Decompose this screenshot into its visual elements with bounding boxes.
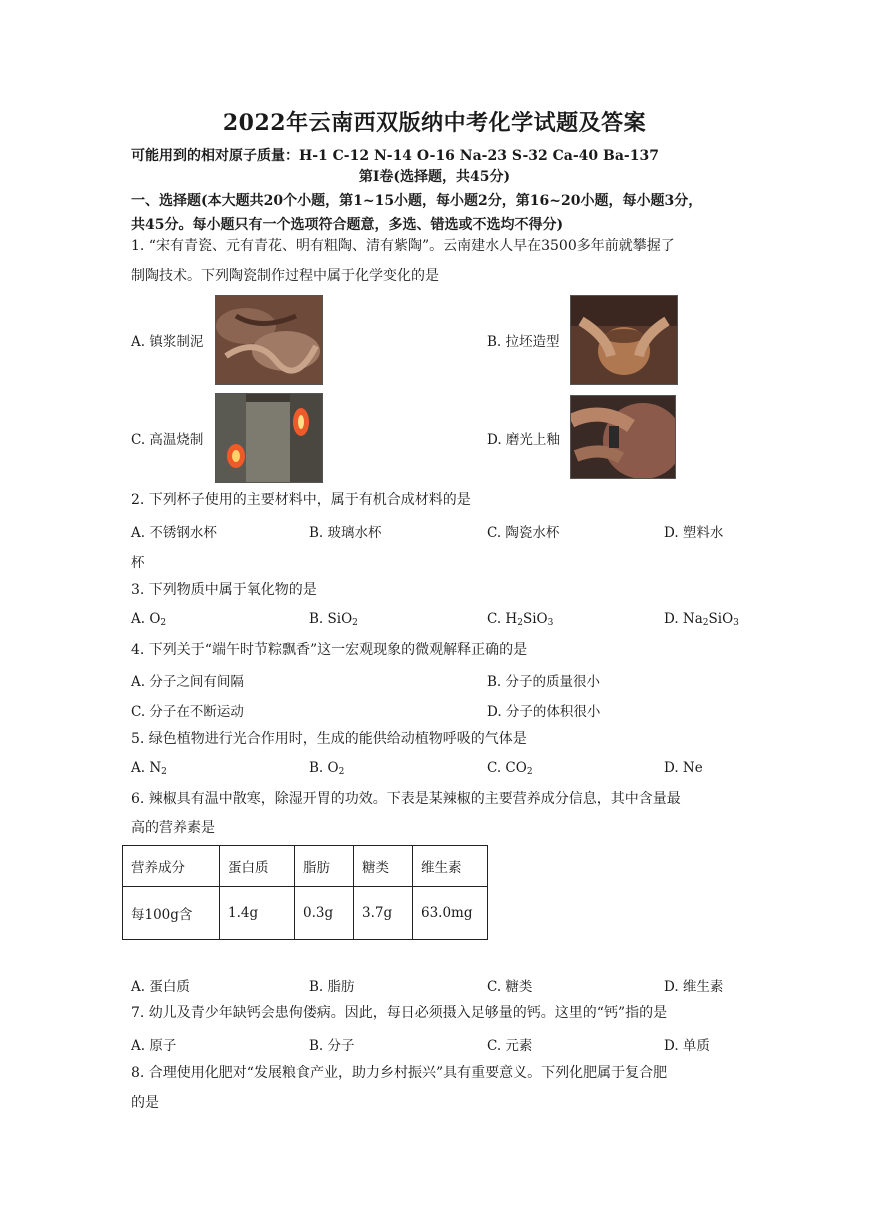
instructions-line-2: 共45分。每小题只有一个选项符合题意，多选、错选或不选均不得分)	[131, 217, 564, 233]
q7-option-a: A. 原子	[131, 1038, 177, 1054]
q2-option-b: B. 玻璃水杯	[309, 525, 382, 541]
q7-stem: 7. 幼儿及青少年缺钙会患佝偻病。因此，每日必须摄入足够量的钙。这里的“钙”指的是	[131, 1005, 668, 1021]
q4-option-c: C. 分子在不断运动	[131, 704, 244, 720]
q2-option-d-wrap: 杯	[131, 555, 145, 571]
q3-option-b: B. SiO$_2$	[309, 611, 358, 628]
q7-option-b: B. 分子	[309, 1038, 355, 1054]
q8-stem-line-1: 8. 合理使用化肥对“发展粮食产业，助力乡村振兴”具有重要意义。下列化肥属于复合肥	[131, 1065, 668, 1081]
q1-option-a: A. 镇浆制泥	[131, 334, 204, 350]
table-header-row	[123, 846, 488, 887]
q1-stem-line-1: 1. “宋有青瓷、元有青花、明有粗陶、清有紫陶”。云南建水人早在3500多年前就攀握了	[131, 238, 675, 254]
pottery-wheel-photo	[570, 295, 678, 385]
glazing-photo	[570, 395, 676, 479]
table-cell: 0.3g	[295, 887, 354, 940]
q5-option-c: C. $CO_2$	[487, 760, 533, 777]
q5-stem: 5. 绿色植物进行光合作用时，生成的能供给动植物呼吸的气体是	[131, 731, 527, 747]
q2-option-c: C. 陶瓷水杯	[487, 525, 560, 541]
q7-option-c: C. 元素	[487, 1038, 533, 1054]
q3-stem: 3. 下列物质中属于氧化物的是	[131, 582, 317, 598]
table-header-cell: 蛋白质	[220, 846, 295, 887]
clay-kneading-photo	[215, 295, 323, 385]
q4-option-d: D. 分子的体积很小	[487, 704, 601, 720]
q1-stem-line-2: 制陶技术。下列陶瓷制作过程中属于化学变化的是	[131, 268, 439, 284]
q6-stem-line-2: 高的营养素是	[131, 820, 215, 836]
q7-option-d: D. 单质	[664, 1038, 710, 1054]
q6-option-d: D. 维生素	[664, 979, 724, 995]
table-header-cell: 糖类	[354, 846, 413, 887]
table-cell: 1.4g	[220, 887, 295, 940]
q5-option-a: A. $N_2$	[131, 760, 167, 777]
q8-stem-line-2: 的是	[131, 1095, 159, 1111]
page-title: 2022年云南西双版纳中考化学试题及答案	[222, 110, 647, 136]
section-title: 第Ⅰ卷(选择题，共45分)	[358, 169, 511, 185]
table-cell: 63.0mg	[413, 887, 488, 940]
q5-option-d: D. Ne	[664, 760, 703, 776]
kiln-firing-photo	[215, 393, 323, 483]
q4-option-b: B. 分子的质量很小	[487, 674, 601, 690]
q6-option-c: C. 糖类	[487, 979, 533, 995]
q1-option-c: C. 高温烧制	[131, 432, 204, 448]
q2-option-d: D. 塑料水	[664, 525, 724, 541]
table-header-cell: 营养成分	[123, 846, 220, 887]
q6-option-a: A. 蛋白质	[131, 979, 190, 995]
q4-option-a: A. 分子之间有间隔	[131, 674, 244, 690]
q3-option-a: A. $O_2$	[131, 611, 167, 628]
q2-stem: 2. 下列杯子使用的主要材料中，属于有机合成材料的是	[131, 492, 471, 508]
table-cell: 3.7g	[354, 887, 413, 940]
q3-option-d: D. $Na_2SiO_3$	[664, 611, 739, 628]
atomic-mass-line: 可能用到的相对原子质量：H-1 C-12 N-14 O-16 Na-23 S-32 Ca-40 Ba-137	[131, 148, 659, 164]
q1-option-b: B. 拉坯造型	[487, 334, 560, 350]
table-cell: 每100g含	[123, 887, 220, 940]
q1-option-d: D. 磨光上釉	[487, 432, 560, 448]
q6-stem-line-1: 6. 辣椒具有温中散寒，除湿开胃的功效。下表是某辣椒的主要营养成分信息，其中含量最	[131, 791, 681, 807]
instructions-line-1: 一、选择题(本大题共20个小题，第1~15小题，每小题2分，第16~20小题，每小题3分，	[131, 193, 703, 209]
q5-option-b: B. $O_2$	[309, 760, 345, 777]
table-header-cell: 维生素	[413, 846, 488, 887]
q2-option-a: A. 不锈钢水杯	[131, 525, 217, 541]
q6-option-b: B. 脂肪	[309, 979, 355, 995]
q4-stem: 4. 下列关于“端午时节粽飘香”这一宏观现象的微观解释正确的是	[131, 642, 528, 658]
q3-option-c: C. $H_2SiO_3$	[487, 611, 554, 628]
table-header-cell: 脂肪	[295, 846, 354, 887]
table-row	[123, 887, 488, 940]
nutrition-table	[122, 845, 488, 940]
